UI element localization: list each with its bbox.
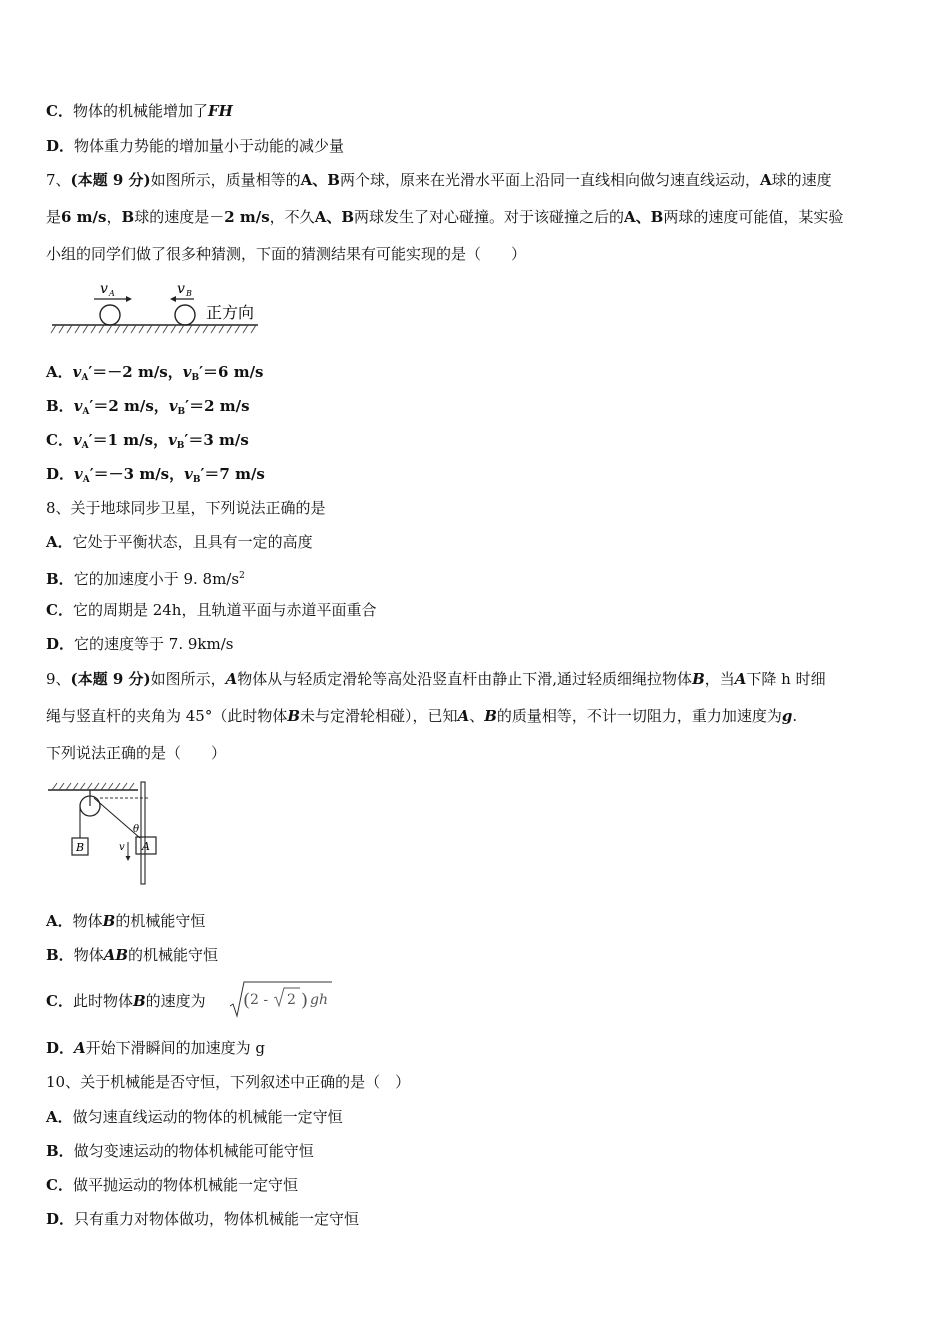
ceiling-hatch	[52, 783, 134, 790]
va-label: v	[100, 281, 108, 297]
q9-option-a: A．物体B的机械能守恒	[46, 912, 206, 930]
q9-pulley-figure	[46, 780, 176, 888]
q8-option-a: A．它处于平衡状态，且具有一定的高度	[46, 533, 313, 551]
formula-two-minus: 2 -	[250, 992, 269, 1008]
q9-option-b: B．物体AB的机械能守恒	[46, 946, 219, 964]
vb-arrowhead	[170, 296, 176, 302]
q10-option-d: D．只有重力对物体做功，物体机械能一定守恒	[46, 1210, 360, 1228]
q7-option-a: A．$v_A'=-2$ m/s，$v_B'=6$ m/s	[46, 363, 264, 383]
right-paren: )	[301, 990, 309, 1011]
ground-hatch	[51, 325, 256, 333]
ball-a	[100, 305, 120, 325]
v-arrowhead	[126, 856, 131, 861]
block-a-label: A	[142, 840, 150, 853]
q7-stem-line-1: 7、(本题 9 分)如图所示，质量相等的A、B两个球，原来在光滑水平面上沿同一直线相向做匀速直线运动，A球的速度	[46, 171, 832, 189]
q9-option-c-formula	[228, 978, 336, 1020]
vb-sub: B	[186, 289, 192, 298]
ball-b	[175, 305, 195, 325]
q10-option-b: B．做匀变速运动的物体机械能可能守恒	[46, 1142, 314, 1160]
q7-stem-line-3: 小组的同学们做了很多种猜测，下面的猜测结果有可能实现的是（ ）	[46, 245, 527, 263]
left-paren: (	[243, 990, 251, 1011]
theta-label: θ	[133, 824, 140, 835]
q8-stem: 8、关于地球同步卫星，下列说法正确的是	[46, 499, 326, 517]
q10-stem: 10、关于机械能是否守恒，下列叙述中正确的是（ ）	[46, 1073, 411, 1091]
q7-collision-figure	[46, 276, 276, 340]
q10-option-c: C．做平抛运动的物体机械能一定守恒	[46, 1176, 298, 1194]
v-label: v	[119, 842, 125, 853]
q7-option-c: C．$v_A'=1$ m/s，$v_B'=3$ m/s	[46, 431, 249, 451]
q9-stem-line-2: 绳与竖直杆的夹角为 45°（此时物体B未与定滑轮相碰），已知A、B的质量相等，不计一切阻力，重力加速度为g.	[46, 707, 798, 725]
q6-option-c: C．物体的机械能增加了FH	[46, 102, 233, 120]
formula-inner-two: 2	[287, 992, 296, 1008]
q9-option-d: D．A开始下滑瞬间的加速度为 g	[46, 1039, 266, 1057]
q10-option-a: A．做匀速直线运动的物体的机械能一定守恒	[46, 1108, 343, 1126]
q7-option-d: D．$v_A'=-3$ m/s，$v_B'=7$ m/s	[46, 465, 265, 485]
va-sub: A	[109, 289, 115, 298]
block-b-label: B	[76, 841, 85, 854]
direction-label: 正方向	[206, 303, 255, 322]
q9-stem-line-1: 9、(本题 9 分)如图所示，A物体从与轻质定滑轮等高处沿竖直杆由静止下滑,通过轻质细绳拉物体B，当A下降 h 时细	[46, 670, 826, 688]
q8-option-c: C．它的周期是 24h，且轨道平面与赤道平面重合	[46, 601, 377, 619]
vertical-rod	[141, 782, 145, 884]
q6-option-d: D．物体重力势能的增加量小于动能的减少量	[46, 137, 345, 155]
formula-gh: gh	[310, 992, 328, 1008]
q7-stem-line-2: 是6 m/s，B球的速度是－2 m/s，不久A、B两球发生了对心碰撞。对于该碰撞之后的A、B两球的速度可能值，某实验	[46, 208, 844, 226]
q8-option-d: D．它的速度等于 7. 9km/s	[46, 635, 234, 653]
q9-option-c: C．此时物体B的速度为	[46, 992, 206, 1010]
q8-option-b: B．它的加速度小于 9. $8m/s^2$	[46, 570, 245, 588]
q7-option-b: B．$v_A'=2$ m/s，$v_B'=2$ m/s	[46, 397, 250, 417]
q9-stem-line-3: 下列说法正确的是（ ）	[46, 744, 227, 762]
vb-label: v	[177, 281, 185, 297]
va-arrowhead	[126, 296, 132, 302]
